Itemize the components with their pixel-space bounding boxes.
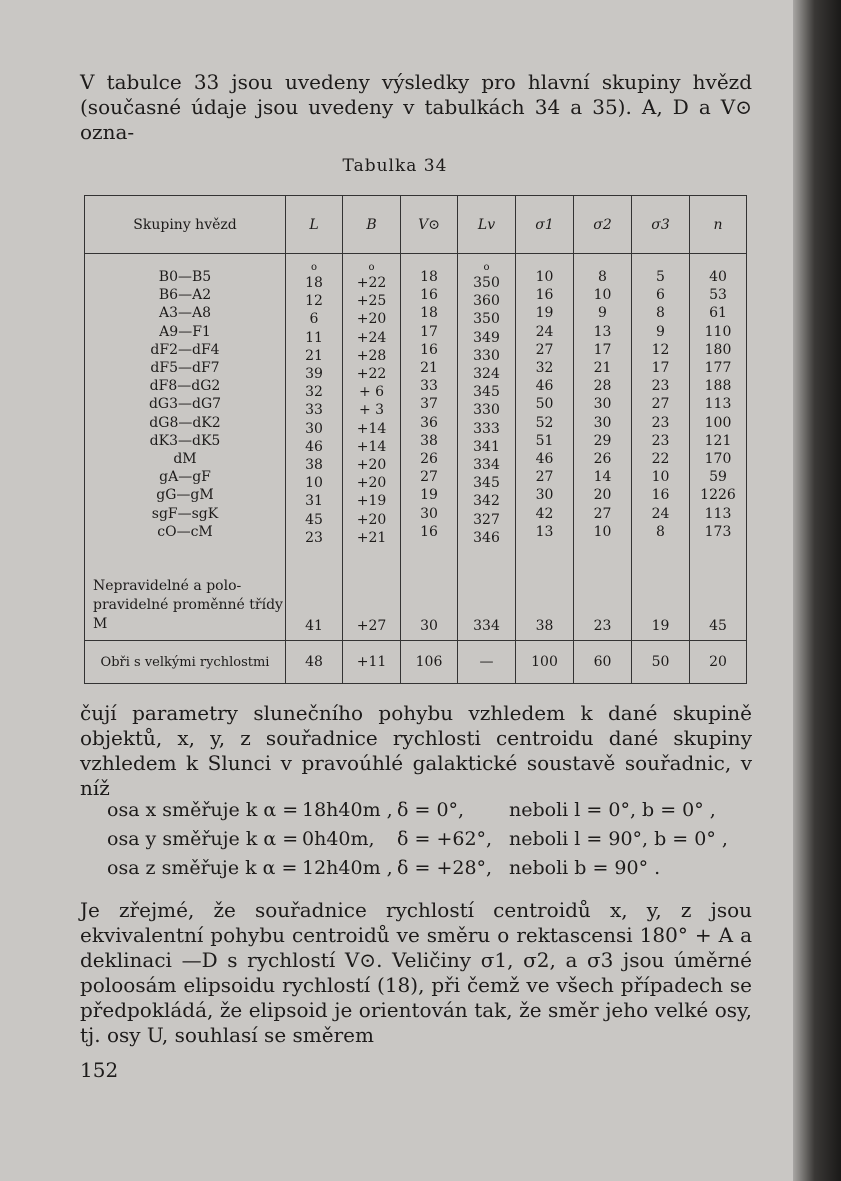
group-value: 36 — [420, 414, 438, 431]
group-value: 334 — [473, 457, 500, 474]
middle-paragraph: čují parametry slunečního pohybu vzhledem k dané skupině objektů, x, y, z souřadnice rychlosti centroidu dané skupiny vzhledem k Slunci v pravoúhlé galaktické soustavě souřadnic, v níž — [80, 701, 752, 800]
fast-vsun: 106 — [401, 641, 458, 684]
group-value: 10 — [651, 469, 670, 486]
eq-y-ra: 0h40m, — [302, 828, 375, 850]
group-value: 27 — [420, 469, 438, 486]
eq-y-gal: neboli l = 90°, b = 0° , — [509, 828, 728, 850]
group-value: 13 — [593, 323, 612, 340]
eq-x-axis: osa x směřuje k α = — [107, 799, 299, 821]
group-value: 27 — [651, 396, 670, 413]
group-value: 52 — [535, 414, 554, 431]
group-value: 30 — [535, 487, 554, 504]
group-value: 32 — [305, 384, 323, 401]
group-value: 9 — [656, 323, 665, 340]
group-value: 53 — [709, 287, 727, 304]
eq-y-axis: osa y směřuje k α = — [107, 828, 299, 850]
group-value: +20 — [356, 311, 387, 328]
group-value: +20 — [356, 475, 387, 492]
group-value: 23 — [651, 432, 670, 449]
sigma1-column — [516, 254, 574, 562]
group-value: 330 — [473, 402, 500, 419]
irregular-label: Nepravidelné a polo-pravidelné proměnné třídy M — [85, 561, 286, 641]
fast-giants-row — [85, 641, 747, 684]
group-value: +21 — [356, 529, 387, 546]
irregular-variables-row — [85, 561, 747, 641]
group-value: 21 — [593, 360, 612, 377]
header-sigma2: σ2 — [574, 196, 632, 254]
fast-n: 20 — [690, 641, 747, 684]
group-value: 24 — [651, 505, 670, 522]
irregular-vsun: 30 — [401, 561, 458, 641]
group-value: 27 — [593, 505, 612, 522]
header-l: L — [286, 196, 343, 254]
group-value: 349 — [473, 329, 500, 346]
group-value: 113 — [704, 505, 732, 522]
equation-x — [107, 797, 767, 823]
header-n: n — [690, 196, 747, 254]
fast-label: Obři s velkými rychlostmi — [85, 641, 286, 684]
intro-paragraph: V tabulce 33 jsou uvedeny výsledky pro hlavní skupiny hvězd (současné údaje jsou uvedeny v tabulkách 34 a 35). A, D a V⊙ ozna- — [80, 70, 752, 144]
table-title: Tabulka 34 — [342, 156, 448, 176]
group-value: 10 — [593, 523, 612, 540]
irregular-sigma3: 19 — [632, 561, 690, 641]
group-name: A3—A8 — [158, 305, 212, 322]
group-value: 32 — [535, 360, 554, 377]
group-value: 16 — [535, 287, 554, 304]
group-value: 27 — [535, 341, 554, 358]
group-value: 10 — [305, 475, 323, 492]
group-value: 27 — [535, 469, 554, 486]
fast-b: +11 — [343, 641, 401, 684]
group-value: +25 — [356, 293, 387, 310]
group-value: 350 — [473, 311, 500, 328]
group-value: 38 — [420, 432, 438, 449]
group-value: 342 — [473, 493, 500, 510]
group-name: dF8—dG2 — [149, 378, 221, 395]
equation-y — [107, 826, 767, 852]
header-lv: Lv — [458, 196, 516, 254]
group-value: 8 — [656, 523, 665, 540]
group-value: 360 — [473, 293, 500, 310]
eq-x-gal: neboli l = 0°, b = 0° , — [509, 799, 716, 821]
group-value: 17 — [593, 341, 612, 358]
group-value: 100 — [704, 414, 732, 431]
group-value: 30 — [305, 420, 323, 437]
group-name: B6—A2 — [158, 287, 212, 304]
header-sigma1: σ1 — [516, 196, 574, 254]
group-value: 46 — [535, 378, 554, 395]
group-name: dK3—dK5 — [149, 432, 221, 449]
group-value: 51 — [535, 432, 554, 449]
group-value: 24 — [535, 323, 554, 340]
group-value: 17 — [420, 323, 438, 340]
group-value: 188 — [704, 378, 732, 395]
header-groups: Skupiny hvězd — [85, 196, 286, 254]
group-value: 1226 — [700, 487, 736, 504]
group-value: 121 — [704, 432, 732, 449]
group-value: 38 — [305, 457, 323, 474]
group-name: gA—gF — [159, 469, 211, 486]
group-value: 6 — [309, 311, 319, 328]
closing-paragraph: Je zřejmé, že souřadnice rychlostí centroidů x, y, z jsou ekvivalentní pohybu centroidů ve směru o rektascensi 180° + A a deklinaci —D s rychlostí V⊙. Veličiny σ1, σ2, a σ3 jsou úměrné poloosám elipsoidu rychlostí (18), při čemž ve všech případech se předpokládá, že elipsoid je orientován tak, že směr jeho velké osy, tj. osy U, souhlasí se směrem — [80, 898, 752, 1047]
header-vsun: V⊙ — [401, 196, 458, 254]
eq-y-dec: δ = +62°, — [397, 828, 493, 850]
group-value: 8 — [598, 269, 607, 285]
group-value: 9 — [598, 305, 607, 322]
group-value: 31 — [305, 493, 323, 510]
group-value: 18 — [420, 305, 438, 322]
page-edge-shadow — [793, 0, 841, 1181]
group-value: +22 — [356, 275, 387, 291]
sigma3-column — [632, 254, 690, 562]
eq-z-axis: osa z směřuje k α = — [107, 857, 298, 879]
header-b: B — [343, 196, 401, 254]
group-value: + 3 — [358, 402, 385, 419]
group-value: 46 — [305, 438, 323, 455]
b-column — [343, 254, 401, 562]
group-name: dF5—dF7 — [150, 360, 220, 377]
group-value: 33 — [305, 402, 323, 419]
group-value: 110 — [704, 323, 732, 340]
lv-column — [458, 254, 516, 562]
group-value: 19 — [420, 487, 438, 504]
group-name: A9—F1 — [159, 323, 211, 340]
irregular-l: 41 — [286, 561, 343, 641]
group-value: 11 — [305, 329, 323, 346]
irregular-lv: 334 — [458, 561, 516, 641]
group-names-column — [85, 254, 286, 562]
group-value: 350 — [473, 275, 500, 291]
group-value: 28 — [593, 378, 612, 395]
eq-z-ra: 12h40m , — [302, 857, 393, 879]
group-value: 26 — [593, 451, 612, 468]
groups-block — [85, 254, 747, 562]
group-value: 39 — [305, 366, 323, 383]
eq-z-dec: δ = +28°, — [397, 857, 493, 879]
group-value: 8 — [656, 305, 665, 322]
group-value: 23 — [651, 414, 670, 431]
star-groups-table — [84, 195, 747, 684]
group-value: 33 — [420, 378, 438, 395]
group-name: gG—gM — [156, 487, 214, 504]
group-value: +20 — [356, 511, 387, 528]
equation-z — [107, 855, 767, 881]
group-value: 16 — [651, 487, 670, 504]
group-value: +14 — [356, 420, 387, 437]
group-name: B0—B5 — [158, 269, 212, 285]
group-value: 330 — [473, 347, 500, 364]
vsun-column — [401, 254, 458, 562]
group-value: 10 — [535, 269, 554, 285]
group-value: 170 — [704, 451, 732, 468]
group-value: 23 — [651, 378, 670, 395]
fast-sigma3: 50 — [632, 641, 690, 684]
group-value: 16 — [420, 341, 438, 358]
irregular-n: 45 — [690, 561, 747, 641]
group-value: 23 — [305, 529, 323, 546]
group-value: 333 — [473, 420, 500, 437]
group-value: +24 — [356, 329, 387, 346]
group-name: dM — [173, 451, 197, 468]
group-value: 16 — [420, 523, 438, 540]
irregular-sigma1: 38 — [516, 561, 574, 641]
group-value: 324 — [473, 366, 500, 383]
group-value: 61 — [709, 305, 727, 322]
table-header-row — [85, 196, 747, 254]
group-value: 21 — [420, 360, 438, 377]
group-value: 30 — [420, 505, 438, 522]
sigma2-column — [574, 254, 632, 562]
group-value: 22 — [651, 451, 670, 468]
irregular-sigma2: 23 — [574, 561, 632, 641]
group-value: 345 — [473, 475, 500, 492]
group-value: 30 — [593, 414, 612, 431]
group-value: 113 — [704, 396, 732, 413]
group-value: +19 — [356, 493, 387, 510]
n-column — [690, 254, 747, 562]
group-value: 26 — [420, 451, 438, 468]
group-value: +22 — [356, 366, 387, 383]
fast-l: 48 — [286, 641, 343, 684]
header-sigma3: σ3 — [632, 196, 690, 254]
group-name: dG8—dK2 — [149, 414, 221, 431]
group-value: 6 — [656, 287, 665, 304]
group-value: 19 — [535, 305, 554, 322]
fast-sigma2: 60 — [574, 641, 632, 684]
group-value: +14 — [356, 438, 387, 455]
group-name: cO—cM — [157, 523, 213, 540]
eq-x-ra: 18h40m , — [302, 799, 393, 821]
group-value: 173 — [704, 523, 732, 540]
group-value: 177 — [704, 360, 732, 377]
group-value: 42 — [535, 505, 554, 522]
group-value: 341 — [473, 438, 500, 455]
group-value: 13 — [535, 523, 554, 540]
eq-x-dec: δ = 0°, — [397, 799, 465, 821]
group-value: 345 — [473, 384, 500, 401]
group-value: 46 — [535, 451, 554, 468]
fast-lv: — — [458, 641, 516, 684]
irregular-b: +27 — [343, 561, 401, 641]
group-value: 16 — [420, 287, 438, 304]
group-value: 45 — [305, 511, 323, 528]
group-value: 21 — [305, 347, 323, 364]
group-value: 5 — [656, 269, 665, 285]
group-name: dF2—dF4 — [150, 341, 220, 358]
group-value: 14 — [593, 469, 612, 486]
group-value: 12 — [305, 293, 323, 310]
group-value: 346 — [473, 529, 500, 546]
group-name: sgF—sgK — [151, 505, 219, 522]
fast-sigma1: 100 — [516, 641, 574, 684]
group-value: 30 — [593, 396, 612, 413]
group-value: 18 — [305, 275, 323, 291]
group-value: +20 — [356, 457, 387, 474]
group-value: + 6 — [358, 384, 385, 401]
group-value: +28 — [356, 347, 387, 364]
group-value: 327 — [473, 511, 500, 528]
group-value: 29 — [593, 432, 612, 449]
group-value: 20 — [593, 487, 612, 504]
group-value: 50 — [535, 396, 554, 413]
group-name: dG3—dG7 — [148, 396, 222, 413]
group-value: 37 — [420, 396, 438, 413]
group-value: 17 — [651, 360, 670, 377]
group-value: 40 — [709, 269, 727, 285]
group-value: 59 — [709, 469, 727, 486]
group-value: 12 — [651, 341, 670, 358]
group-value: 18 — [420, 269, 438, 285]
group-value: 180 — [704, 341, 732, 358]
degree-mark: o — [368, 262, 375, 273]
degree-mark: o — [483, 262, 490, 273]
page-number: 152 — [80, 1058, 119, 1082]
l-column — [286, 254, 343, 562]
group-value: 10 — [593, 287, 612, 304]
degree-mark: o — [310, 262, 318, 273]
eq-z-gal: neboli b = 90° . — [509, 857, 661, 879]
